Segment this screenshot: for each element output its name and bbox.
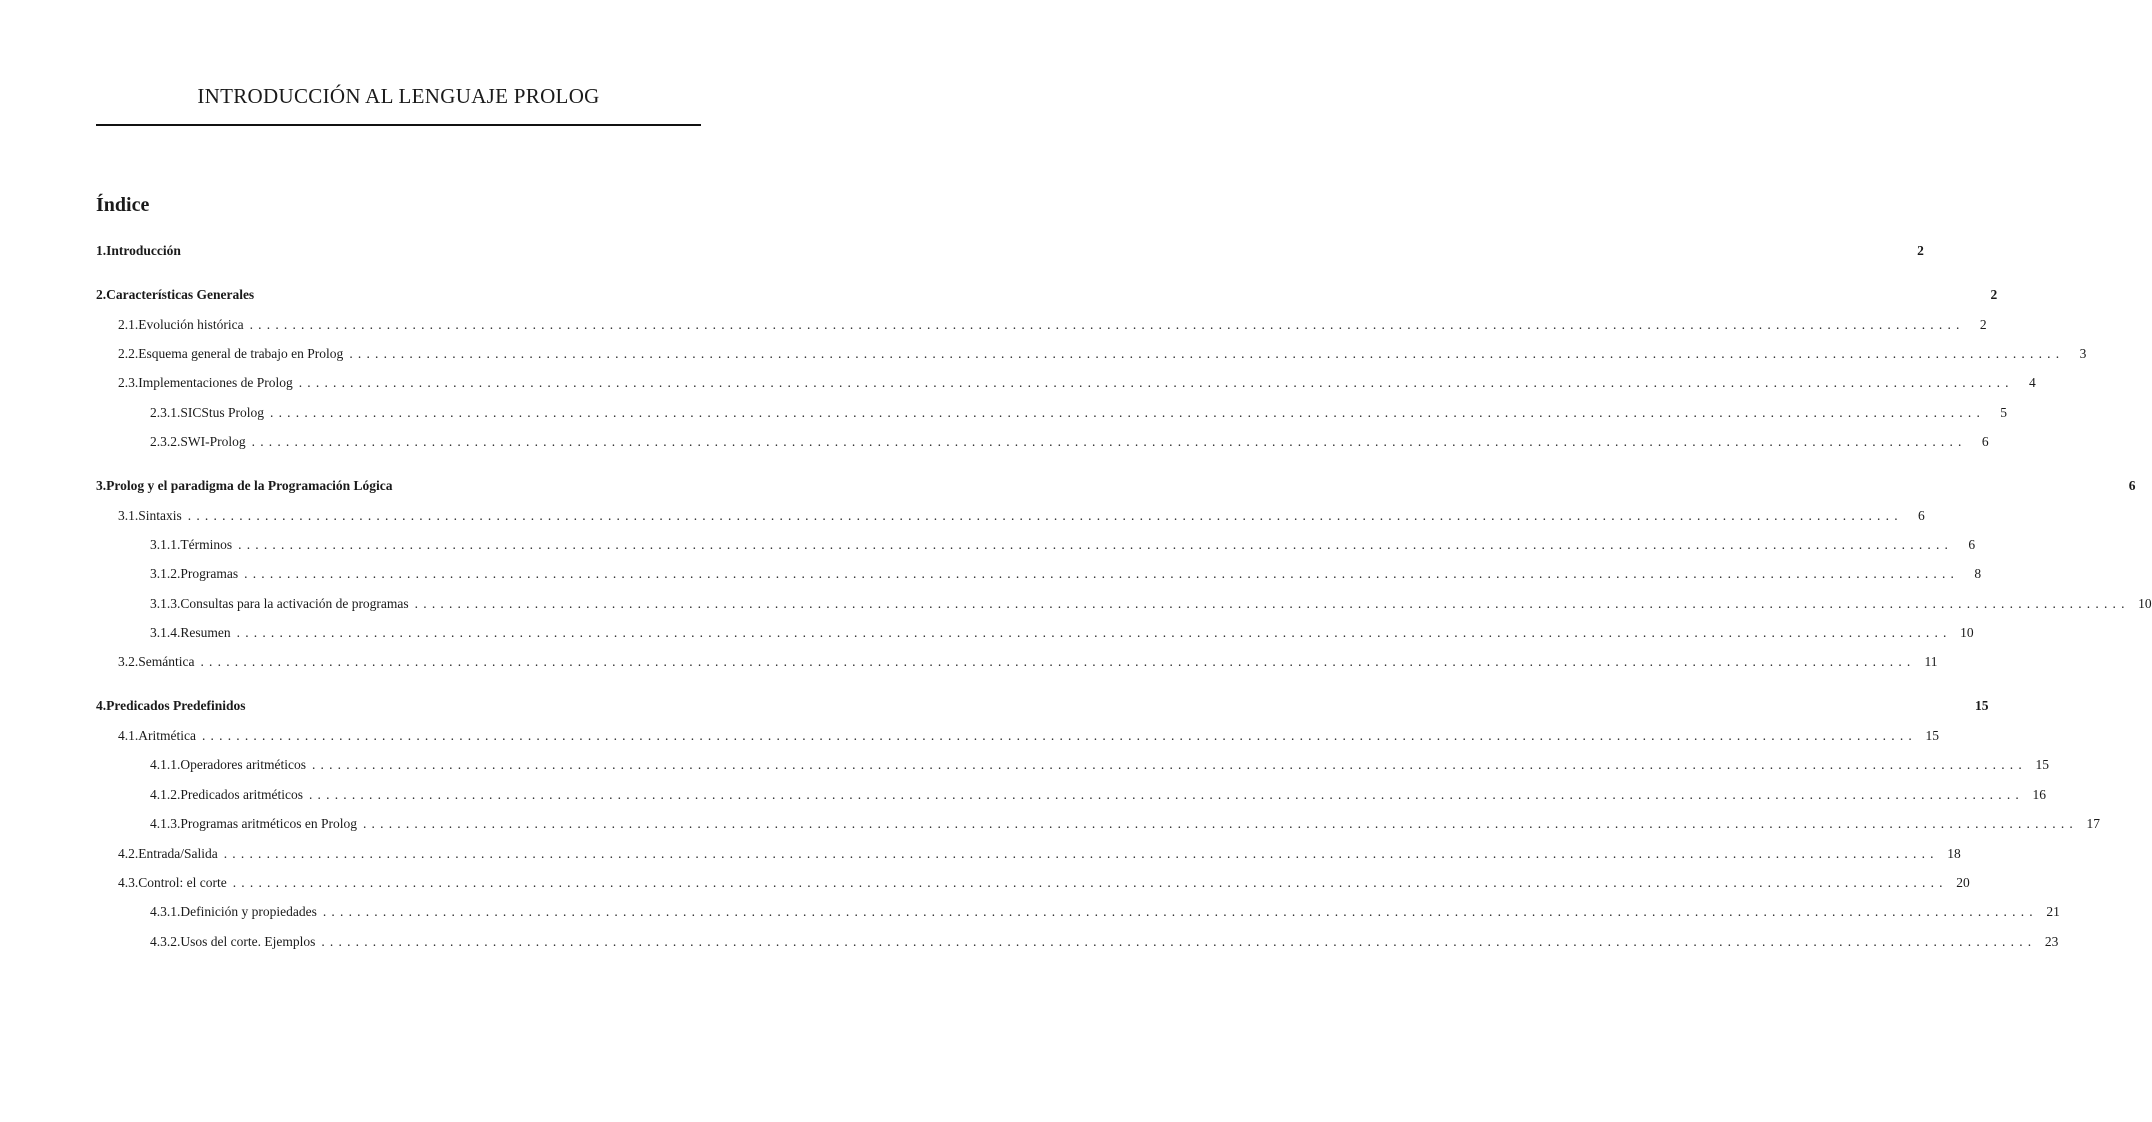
toc-leader-dots: ........................................................................................................................................................................................................ [244, 566, 1960, 581]
toc-entry[interactable] [96, 508, 1925, 528]
toc-entry-page: 17 [2086, 816, 2100, 831]
toc-entry-number: 3. [96, 478, 107, 493]
toc-entry-label: SWI-Prolog [180, 434, 246, 449]
toc-entry-page: 8 [1974, 566, 1982, 581]
toc-entry[interactable] [96, 904, 2060, 924]
toc-entry-label: Control: el corte [138, 875, 227, 890]
document-title: INTRODUCCIÓN AL LENGUAJE PROLOG [197, 84, 600, 108]
toc-entry[interactable] [96, 596, 2152, 616]
toc-entry-label: Aritmética [138, 728, 196, 743]
toc-leader-dots: ........................................................................................................................................................................................................ [249, 317, 1965, 332]
toc-entry[interactable] [96, 537, 1976, 557]
toc-entry-number: 2.3.2. [150, 434, 181, 449]
toc-leader-dots: ........................................................................................................................................................................................................ [201, 728, 1917, 743]
toc-entry-label: SICStus Prolog [180, 405, 265, 420]
toc-entry[interactable] [96, 757, 2049, 777]
toc-entry-label: Semántica [138, 654, 195, 669]
toc-entry[interactable] [96, 317, 1987, 337]
toc-entry-label: Términos [180, 537, 233, 552]
toc-leader-dots: ........................................................................................................................................................................................................ [238, 537, 1954, 552]
toc-leader-dots: ........................................................................................................................................................................................................ [311, 757, 2027, 772]
toc-entry-page: 10 [2138, 596, 2152, 611]
toc-entry-label: Predicados Predefinidos [106, 698, 246, 713]
toc-entry[interactable] [96, 434, 1989, 454]
toc-leader-dots: ........................................................................................................................................................................................................ [322, 904, 2038, 919]
toc-entry-label: Sintaxis [138, 508, 182, 523]
toc-leader-dots: ........................................................................................................................................................................................................ [187, 508, 1903, 523]
toc-entry-page: 16 [2032, 787, 2046, 802]
toc-entry-number: 4.3. [118, 875, 139, 890]
toc-entry-number: 4.1. [118, 728, 139, 743]
toc-leader-dots: ........................................................................................................................................................................................................ [362, 816, 2078, 831]
toc-entry-page: 18 [1947, 846, 1961, 861]
toc-leader-dots: ........................................................................................................................................................................................................ [270, 405, 1986, 420]
toc-entry-page: 20 [1956, 875, 1970, 890]
toc-entry-number: 4. [96, 698, 107, 713]
toc-entry[interactable] [96, 816, 2100, 836]
toc-leader-dots: ........................................................................................................................................................................................................ [232, 875, 1948, 890]
toc-entry-label: Consultas para la activación de programas [180, 596, 409, 611]
toc-entry-number: 3.1.3. [150, 596, 181, 611]
toc-leader-dots: ........................................................................................................................................................................................................ [223, 846, 1939, 861]
toc-entry-number: 3.1.2. [150, 566, 181, 581]
toc-entry-label: Introducción [106, 243, 181, 258]
toc-entry-label: Operadores aritméticos [180, 757, 306, 772]
toc-entry-label: Definición y propiedades [180, 904, 317, 919]
toc-entry[interactable] [96, 243, 1924, 263]
toc-entry-number: 2.1. [118, 317, 139, 332]
toc-entry-number: 3.1.4. [150, 625, 181, 640]
toc-entry-page: 6 [2128, 478, 2136, 493]
toc-entry-page: 6 [1968, 537, 1976, 552]
toc-entry-number: 4.1.1. [150, 757, 181, 772]
toc-entry-label: Esquema general de trabajo en Prolog [138, 346, 344, 361]
toc-entry-page: 11 [1924, 654, 1938, 669]
toc-entry-number: 2.3. [118, 375, 139, 390]
toc-entry-label: Predicados aritméticos [180, 787, 303, 802]
toc-entry-number: 2.2. [118, 346, 139, 361]
toc-entry-page: 5 [2000, 405, 2008, 420]
toc-entry-page: 23 [2044, 934, 2059, 949]
toc-entry[interactable] [96, 375, 2036, 395]
toc-entry-number: 4.3.1. [150, 904, 181, 919]
toc-entry-number: 4.2. [118, 846, 139, 861]
toc-leader-dots: ........................................................................................................................................................................................................ [236, 625, 1952, 640]
toc-entry[interactable] [96, 566, 1982, 586]
toc-entry[interactable] [96, 787, 2046, 807]
toc-entry-label: Implementaciones de Prolog [138, 375, 293, 390]
toc-heading: Índice [96, 194, 150, 216]
toc-leader-dots: ........................................................................................................................................................................................................ [414, 596, 2130, 611]
toc-entry[interactable] [96, 405, 2008, 425]
toc-entry[interactable] [96, 346, 2087, 366]
toc-entry[interactable] [96, 478, 2136, 498]
toc-entry[interactable] [96, 934, 2059, 954]
toc-entry-label: Evolución histórica [138, 317, 244, 332]
toc-entry-page: 2 [1990, 287, 1998, 302]
toc-entry-label: Prolog y el paradigma de la Programación Lógica [106, 478, 393, 493]
toc-leader-dots: ........................................................................................................................................................................................................ [308, 787, 2024, 802]
toc-entry[interactable] [96, 654, 1938, 674]
toc-entry[interactable] [96, 698, 1989, 718]
toc-entry-page: 15 [1925, 728, 1939, 743]
title-rule [96, 124, 701, 126]
toc-entry[interactable] [96, 875, 1970, 895]
toc-entry-label: Características Generales [106, 287, 255, 302]
toc-entry-page: 10 [1960, 625, 1974, 640]
toc-entry[interactable] [96, 846, 1961, 866]
toc-entry-label: Programas aritméticos en Prolog [180, 816, 357, 831]
toc-entry-page: 3 [2079, 346, 2087, 361]
toc-entry-number: 3.1. [118, 508, 139, 523]
toc-leader-dots: ........................................................................................................................................................................................................ [200, 654, 1916, 669]
toc-entry-number: 4.1.3. [150, 816, 181, 831]
toc-leader-dots: ........................................................................................................................................................................................................ [321, 934, 2037, 949]
toc-entry-number: 4.3.2. [150, 934, 181, 949]
toc-entry[interactable] [96, 287, 1998, 307]
toc-entry-number: 2.3.1. [150, 405, 181, 420]
toc-entry-page: 6 [1981, 434, 1989, 449]
toc-entry-page: 6 [1918, 508, 1925, 523]
toc-entry[interactable] [96, 625, 1974, 645]
toc-leader-dots: ........................................................................................................................................................................................................ [298, 375, 2014, 390]
toc-entry-label: Resumen [180, 625, 231, 640]
toc-entry-number: 2. [96, 287, 107, 302]
toc-entry-number: 3.1.1. [150, 537, 181, 552]
toc-leader-dots: ........................................................................................................................................................................................................ [251, 434, 1967, 449]
toc-entry-label: Entrada/Salida [138, 846, 218, 861]
toc-entry-page: 2 [1979, 317, 1987, 332]
toc-entry-page: 4 [2028, 375, 2036, 390]
toc-entry-number: 4.1.2. [150, 787, 181, 802]
toc-entry[interactable] [96, 728, 1939, 748]
toc-entry-page: 15 [2035, 757, 2049, 772]
toc-leader-dots: ........................................................................................................................................................................................................ [349, 346, 2065, 361]
toc-entry-label: Usos del corte. Ejemplos [180, 934, 316, 949]
toc-entry-page: 15 [1975, 698, 1989, 713]
toc-entry-label: Programas [180, 566, 239, 581]
toc-entry-number: 1. [96, 243, 107, 258]
toc-entry-page: 21 [2046, 904, 2060, 919]
toc-entry-page: 2 [1917, 243, 1924, 258]
toc-entry-number: 3.2. [118, 654, 139, 669]
